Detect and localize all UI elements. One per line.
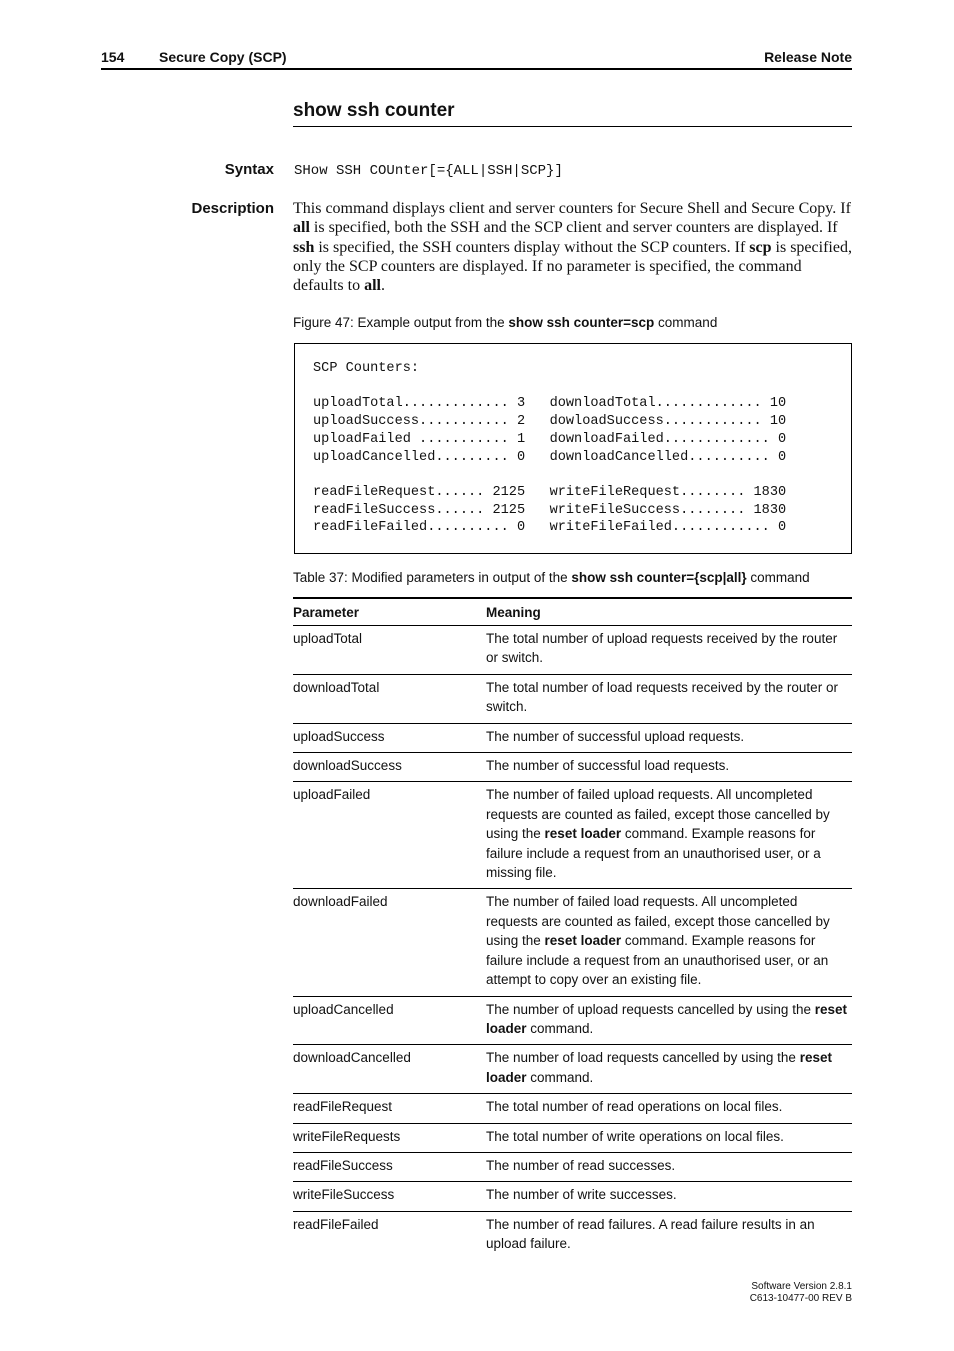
- syntax-label: Syntax: [224, 161, 274, 178]
- param-name: uploadTotal: [293, 626, 486, 675]
- param-name: readFileSuccess: [293, 1152, 486, 1181]
- table-row: [293, 1094, 852, 1123]
- header-parameter: Parameter: [293, 598, 486, 626]
- page-title: show ssh counter: [293, 100, 852, 127]
- param-name: downloadCancelled: [293, 1045, 486, 1094]
- table-row: [293, 889, 852, 996]
- table-row: [293, 753, 852, 782]
- section-title: Secure Copy (SCP): [159, 49, 287, 65]
- param-name: writeFileSuccess: [293, 1182, 486, 1211]
- table-row: [293, 723, 852, 752]
- param-name: writeFileRequests: [293, 1123, 486, 1152]
- table-row: [293, 782, 852, 889]
- param-meaning: The number of read successes.: [486, 1152, 852, 1181]
- param-name: uploadSuccess: [293, 723, 486, 752]
- param-meaning: The total number of write operations on local files.: [486, 1123, 852, 1152]
- page-number: 154: [101, 49, 125, 65]
- table-row: [293, 1152, 852, 1181]
- param-meaning: The total number of load requests received by the router or switch.: [486, 674, 852, 723]
- description-text: This command displays client and server counters for Secure Shell and Secure Copy. If all is specified, both the SSH and the SCP client and server counters are displayed. If ssh is specified, the SSH counters display without the SCP counters. If scp is specified, only the SCP counters are displayed. If no parameter is specified, the command defaults to all.: [293, 200, 852, 295]
- param-meaning: The number of failed upload requests. All uncompleted requests are counted as failed, except those cancelled by using the reset loader command. Example reasons for failure include a request from an unauthorised user, or a missing file.: [486, 782, 852, 889]
- param-meaning: The number of write successes.: [486, 1182, 852, 1211]
- table-header-row: [293, 598, 852, 626]
- description-label: Description: [191, 200, 274, 217]
- param-meaning: The number of successful upload requests.: [486, 723, 852, 752]
- param-meaning: The number of load requests cancelled by using the reset loader command.: [486, 1045, 852, 1094]
- param-name: readFileFailed: [293, 1216, 379, 1232]
- param-meaning: The number of failed load requests. All uncompleted requests are counted as failed, except those cancelled by using the reset loader command. Example reasons for failure include a request from an unauthorised user, or an attempt to copy over an existing file.: [486, 889, 852, 996]
- page-footer: [750, 1281, 852, 1305]
- table-row: [293, 996, 852, 1045]
- table-row: [293, 1123, 852, 1152]
- param-name: downloadSuccess: [293, 753, 486, 782]
- release-label: Release Note: [764, 49, 852, 65]
- document-id: C613-10477-00 REV B: [749, 1293, 852, 1304]
- param-name: readFileRequest: [293, 1094, 486, 1123]
- param-name: downloadFailed: [293, 889, 486, 996]
- figure-caption: Figure 47: Example output from the show ssh counter=scp command: [293, 315, 718, 330]
- syntax-command: SHow SSH COUnter[={ALL|SSH|SCP}]: [294, 163, 563, 179]
- param-meaning: The total number of upload requests received by the router or switch.: [486, 626, 852, 675]
- table-caption: Table 37: Modified parameters in output of the show ssh counter={scp|all} command: [293, 570, 810, 585]
- page-header: [101, 48, 852, 70]
- example-output: SCP Counters: uploadTotal............. 3 downloadTotal............. 10 uploadSuccess........... 2 dowloadSuccess............ 10 uploadFailed ........... 1 downloadFailed............. 0 uploadCancelled......... 0 downloadCancelled.......... 0 readFileRequest...... 2125 writeFileRequest........ 1830 readFileSuccess...... 2125 writeFileSuccess........ 1830 readFileFailed.......... 0 writeFileFailed............ 0: [313, 361, 787, 536]
- table-row: [293, 626, 852, 675]
- table-row: [293, 1182, 852, 1211]
- param-name: downloadTotal: [293, 674, 486, 723]
- param-meaning: The number of upload requests cancelled by using the reset loader command.: [486, 996, 852, 1045]
- param-meaning: The number of successful load requests.: [486, 753, 852, 782]
- example-output-box: [294, 343, 852, 554]
- software-version: Software Version 2.8.1: [751, 1281, 852, 1292]
- table-row: [293, 1211, 852, 1259]
- header-meaning: Meaning: [486, 598, 852, 626]
- parameters-table: [293, 597, 852, 1260]
- param-meaning: The number of read failures. A read failure results in an upload failure.: [486, 1216, 815, 1252]
- table-row: [293, 1045, 852, 1094]
- param-meaning: The total number of read operations on local files.: [486, 1094, 852, 1123]
- param-name: uploadCancelled: [293, 996, 486, 1045]
- param-name: uploadFailed: [293, 782, 486, 889]
- table-row: [293, 674, 852, 723]
